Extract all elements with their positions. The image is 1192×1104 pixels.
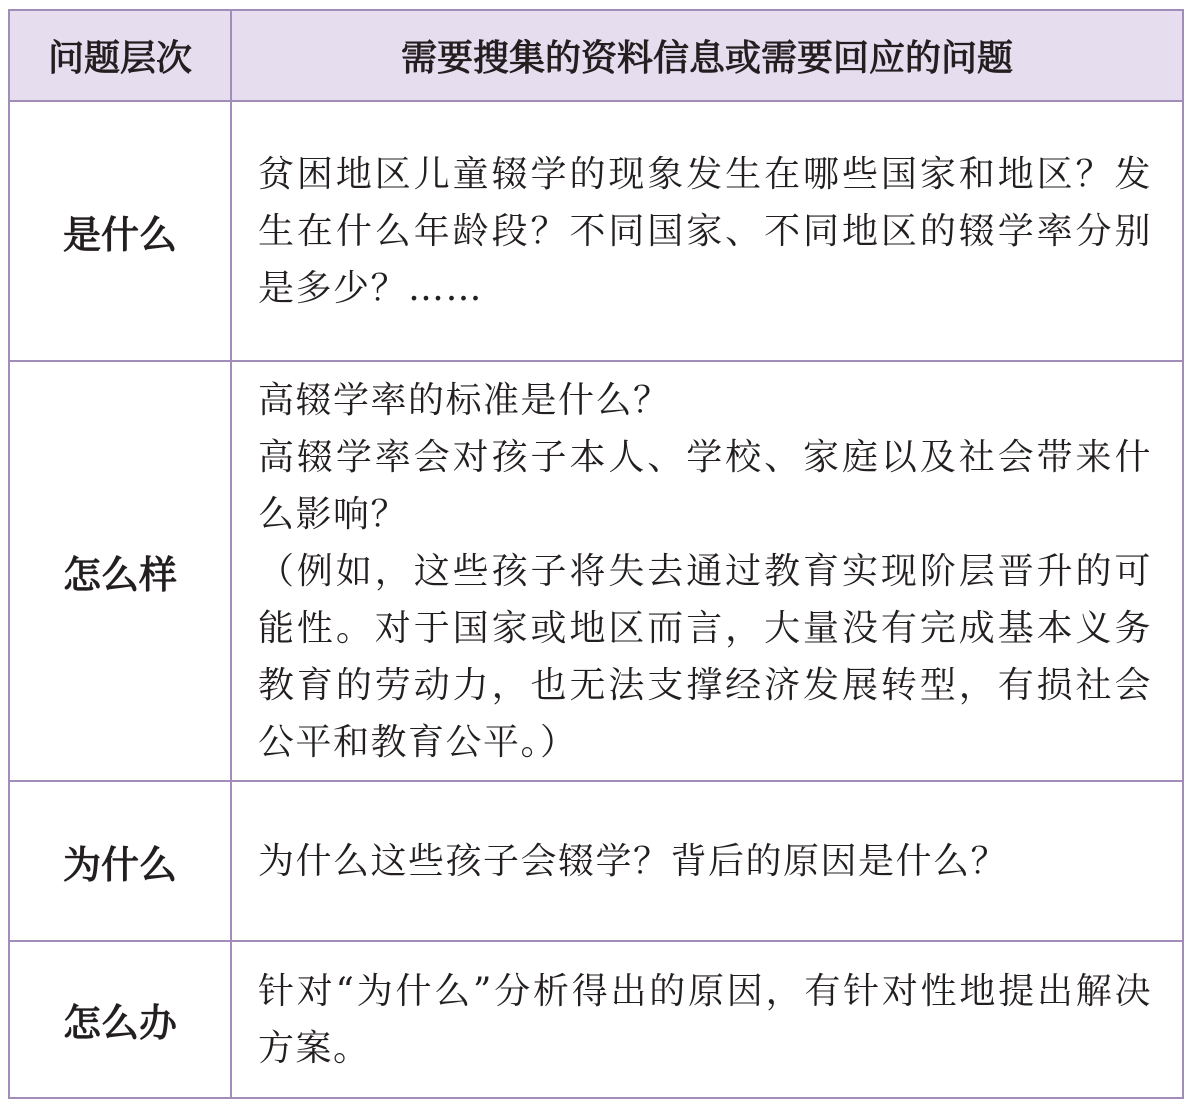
row-how-line-2: 高辍学率会对孩子本人、学校、家庭以及社会带来什么影响？ xyxy=(258,436,1152,535)
header-level xyxy=(10,11,232,102)
row-solve-line-1: 针对“为什么”分析得出的原因，有针对性地提出解决方案。 xyxy=(258,970,1152,1069)
header-content-text: 需要搜集的资料信息或需要回应的问题 xyxy=(400,37,1013,79)
question-levels-table xyxy=(8,9,1184,1099)
row-why-line-1: 为什么这些孩子会辍学？背后的原因是什么？ xyxy=(258,840,1009,882)
header-content xyxy=(232,11,1182,102)
header-level-text: 问题层次 xyxy=(47,37,192,79)
row-what-line-1: 贫困地区儿童辍学的现象发生在哪些国家和地区？发生在什么年龄段？不同国家、不同地区的辍学率分别是多少？…… xyxy=(258,153,1152,309)
row-why-content xyxy=(232,782,1182,942)
row-what-content xyxy=(232,102,1182,362)
row-why-level-text: 为什么 xyxy=(62,841,177,887)
row-solve-content xyxy=(232,942,1182,1097)
row-what-level-text: 是什么 xyxy=(62,211,177,257)
row-solve-level xyxy=(10,942,232,1097)
row-solve-level-text: 怎么办 xyxy=(62,1000,177,1045)
row-how-line-1: 高辍学率的标准是什么？ xyxy=(258,379,671,421)
row-why-level xyxy=(10,782,232,942)
row-what-level xyxy=(10,102,232,362)
row-how-line-3: （例如，这些孩子将失去通过教育实现阶层晋升的可能性。对于国家或地区而言，大量没有完成基本义务教育的劳动力，也无法支撑经济发展转型，有损社会公平和教育公平。） xyxy=(258,550,1152,763)
row-how-content xyxy=(232,362,1182,782)
row-how-level-text: 怎么样 xyxy=(62,551,177,597)
row-how-level xyxy=(10,362,232,782)
